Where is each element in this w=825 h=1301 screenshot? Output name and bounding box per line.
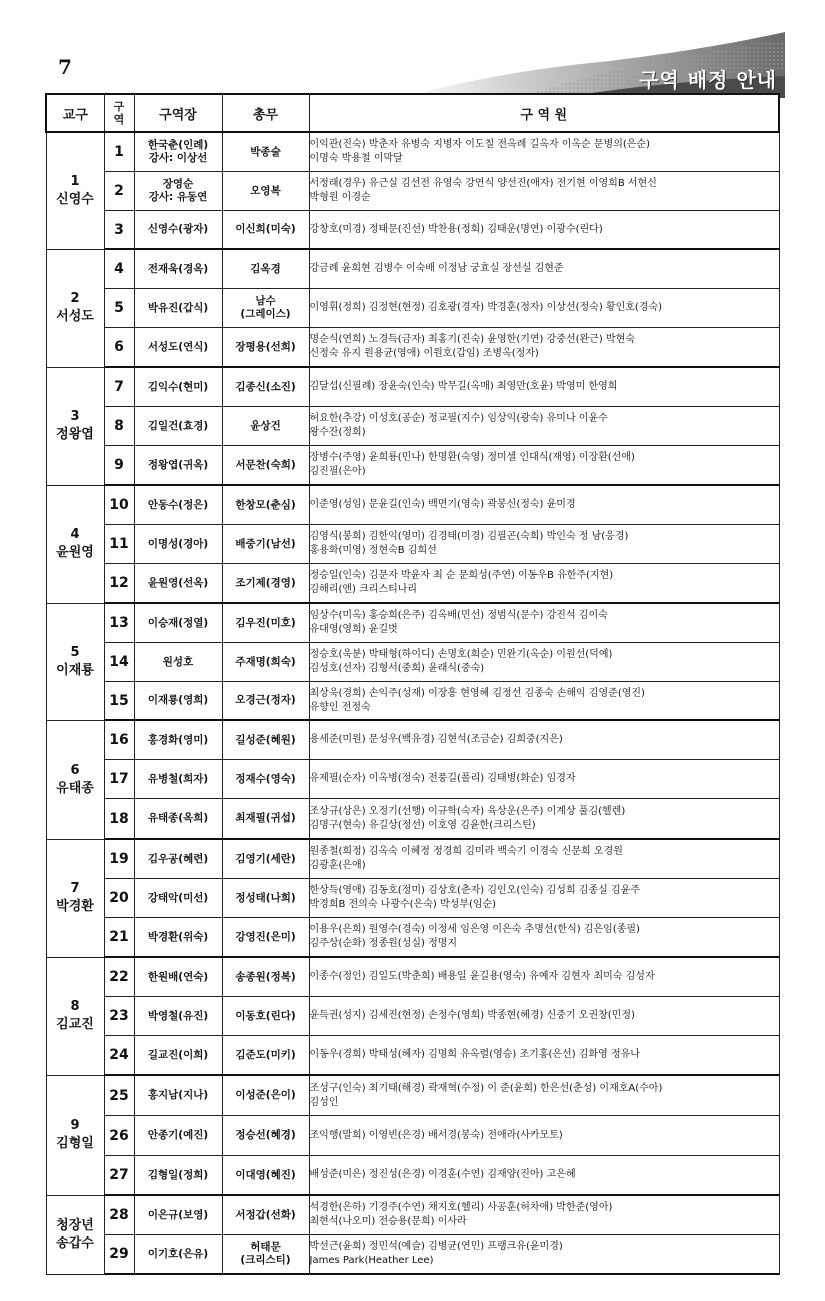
zone-members xyxy=(309,211,779,250)
members-line: 정승호(욱분) 박태형(하이디) 손명호(희순) 민완기(옥순) 이원선(덕예) xyxy=(309,649,613,660)
zone-general-secretary xyxy=(222,328,309,368)
zone-members xyxy=(309,564,779,604)
general-line: 남수 xyxy=(255,295,276,307)
zone-general-secretary xyxy=(222,760,309,799)
leader-line: 안동수(정은) xyxy=(147,498,209,511)
table-row xyxy=(46,249,779,289)
table-row xyxy=(46,1075,779,1116)
zone-number: 13 xyxy=(104,603,134,643)
zone-number: 28 xyxy=(104,1195,134,1235)
zone-leader xyxy=(134,839,222,879)
zone-leader xyxy=(134,367,222,407)
zone-members xyxy=(309,525,779,564)
zone-number: 9 xyxy=(104,446,134,486)
table-body xyxy=(46,132,779,1274)
district-line: 김형일 xyxy=(56,1136,94,1151)
zone-leader xyxy=(134,446,222,486)
members-line: 이명숙 박용철 이막달 xyxy=(309,153,403,164)
table-row xyxy=(46,720,779,760)
zone-members xyxy=(309,328,779,368)
zone-leader xyxy=(134,485,222,525)
zone-members xyxy=(309,720,779,760)
members-line: 허요한(추강) 이성호(공순) 정교필(지수) 임상익(광숙) 유미나 이윤수 xyxy=(309,413,608,424)
members-line: 서정래(경우) 유근실 김선전 유영숙 강연식 양선진(애자) 전기현 이영희B 서현신 xyxy=(309,178,657,189)
leader-line: 김익수(현미) xyxy=(147,380,209,393)
leader-line: 한국춘(인례) xyxy=(147,139,209,151)
zone-number: 22 xyxy=(104,957,134,997)
table-row xyxy=(46,760,779,799)
members-line: 명순식(연희) 노경득(금자) 최홍기(진숙) 윤영한(기연) 강중선(완근) 박현숙 xyxy=(309,334,635,345)
district-line: 유태종 xyxy=(56,780,94,796)
leader-line: 이명성(경아) xyxy=(147,537,209,550)
members-line: 박선근(윤희) 정민석(예슬) 김병균(연민) 프랭크유(윤미경) xyxy=(309,1241,563,1252)
table-row xyxy=(46,997,779,1036)
leader-line: 서성도(연식) xyxy=(147,340,209,353)
zone-number: 23 xyxy=(104,997,134,1036)
zone-leader xyxy=(134,720,222,760)
table-row xyxy=(46,957,779,997)
table-row xyxy=(46,485,779,525)
district-line: 4 xyxy=(70,527,80,542)
zone-general-secretary xyxy=(222,1195,309,1235)
zone-number: 8 xyxy=(104,407,134,446)
zone-leader xyxy=(134,918,222,958)
members-line: 이익관(진숙) 박춘자 유병숙 지병자 이도칠 전옥례 길옥자 이옥순 문병의(은순) xyxy=(309,139,650,150)
district-line: 8 xyxy=(70,999,80,1014)
page-number: 7 xyxy=(58,55,72,79)
zone-members xyxy=(309,485,779,525)
zone-number: 18 xyxy=(104,799,134,840)
zone-leader xyxy=(134,1195,222,1235)
header-general: 총무 xyxy=(222,94,309,132)
leader-line: 안종기(예진) xyxy=(147,1129,209,1141)
zone-general-secretary xyxy=(222,172,309,211)
zone-members xyxy=(309,249,779,289)
members-line: 윤득권(성지) 김세진(현정) 손정수(영희) 박종현(혜경) 신중기 오권창(민정) xyxy=(309,1010,635,1021)
leader-line: 이기호(은유) xyxy=(147,1247,209,1260)
leader-line: 김일건(효경) xyxy=(147,419,209,432)
zone-general-secretary xyxy=(222,211,309,250)
members-line: 김영식(봉희) 김한익(영미) 김경태(미경) 김필곤(숙희) 박인숙 정 남(응경) xyxy=(309,531,629,542)
zone-number: 5 xyxy=(104,289,134,328)
zone-members xyxy=(309,1116,779,1156)
zone-general-secretary xyxy=(222,643,309,682)
district-line: 1 xyxy=(70,173,80,189)
zone-general-secretary xyxy=(222,564,309,604)
table-row xyxy=(46,564,779,604)
leader-line: 김우공(혜련) xyxy=(147,852,209,865)
general-line: 장평용(선희) xyxy=(235,340,296,353)
leader-line: 박유진(갑식) xyxy=(147,301,209,314)
zone-leader xyxy=(134,682,222,721)
members-line: 김광훈(은애) xyxy=(309,860,366,871)
leader-line: 이승재(정열) xyxy=(147,616,209,629)
zone-leader xyxy=(134,879,222,918)
zone-leader xyxy=(134,1156,222,1196)
table-row xyxy=(46,682,779,721)
zone-number: 1 xyxy=(104,132,134,172)
district-cell xyxy=(46,839,104,957)
general-line: 김영기(세란) xyxy=(235,852,296,865)
table-row xyxy=(46,132,779,172)
leader-line: 유병철(희자) xyxy=(147,772,209,785)
members-line: 김성인 xyxy=(309,1096,339,1108)
district-cell xyxy=(46,367,104,485)
leader-line: 이은규(보영) xyxy=(147,1208,209,1221)
table-row xyxy=(46,643,779,682)
zone-number: 14 xyxy=(104,643,134,682)
zone-leader xyxy=(134,564,222,604)
zone-general-secretary xyxy=(222,957,309,997)
table-row xyxy=(46,328,779,368)
members-line: 왕수잔(정희) xyxy=(309,427,366,438)
zone-leader xyxy=(134,1075,222,1116)
members-line: 유대영(영희) 윤길벗 xyxy=(309,624,398,635)
general-line: 김옥경 xyxy=(250,262,281,275)
general-line: 이대영(혜진) xyxy=(235,1168,296,1181)
zone-general-secretary xyxy=(222,720,309,760)
zone-general-secretary xyxy=(222,249,309,289)
district-line: 9 xyxy=(70,1118,80,1133)
district-cell xyxy=(46,720,104,839)
leader-line: 장영순 xyxy=(162,178,194,190)
district-line: 정왕엽 xyxy=(56,427,94,442)
zone-general-secretary xyxy=(222,132,309,172)
members-line: 원종철(희정) 김옥숙 이혜정 정경희 김미라 백숙기 이경숙 신문희 오경원 xyxy=(309,846,623,857)
general-line: 송종원(정복) xyxy=(235,970,296,983)
leader-line: 강사: 이상선 xyxy=(148,152,208,164)
table-row xyxy=(46,1036,779,1076)
zone-number: 7 xyxy=(104,367,134,407)
zone-members xyxy=(309,957,779,997)
members-line: 유제필(순자) 이옥병(정숙) 전풍길(폴리) 김태병(화순) 임경자 xyxy=(309,773,576,784)
general-line: 오경근(정자) xyxy=(235,694,296,706)
zone-number: 21 xyxy=(104,918,134,958)
district-cell xyxy=(46,957,104,1075)
zone-number: 2 xyxy=(104,172,134,211)
zone-number: 4 xyxy=(104,249,134,289)
table-row xyxy=(46,918,779,958)
zone-general-secretary xyxy=(222,446,309,486)
table-row xyxy=(46,839,779,879)
zone-number: 20 xyxy=(104,879,134,918)
leader-line: 박경환(위숙) xyxy=(147,930,209,943)
zone-members xyxy=(309,643,779,682)
header-district: 교구 xyxy=(46,94,104,132)
zone-members xyxy=(309,407,779,446)
table-row xyxy=(46,1235,779,1275)
zone-general-secretary xyxy=(222,1036,309,1076)
members-line: 배성준(미은) 정진성(은경) 이경훈(수연) 김재양(진아) 고은혜 xyxy=(309,1169,576,1180)
zone-members xyxy=(309,367,779,407)
members-line: 김해리(앤) 크리스티나리 xyxy=(309,584,418,595)
zone-general-secretary xyxy=(222,603,309,643)
table-row xyxy=(46,289,779,328)
leader-line: 강태악(미선) xyxy=(147,891,209,904)
general-line: 한창모(춘심) xyxy=(235,498,296,511)
general-line: 허태문 xyxy=(250,1241,281,1253)
members-line: 최현석(나오미) 전승용(문희) 이사라 xyxy=(309,1216,467,1227)
general-line: 서정갑(선화) xyxy=(235,1208,296,1221)
table-row xyxy=(46,1116,779,1156)
zone-general-secretary xyxy=(222,485,309,525)
zone-general-secretary xyxy=(222,918,309,958)
zone-members xyxy=(309,997,779,1036)
district-line: 이재룡 xyxy=(56,662,94,678)
header-members: 구 역 원 xyxy=(309,94,779,132)
zone-leader xyxy=(134,328,222,368)
zone-members xyxy=(309,132,779,172)
zone-assignment-table xyxy=(45,93,780,1275)
general-line: 길성준(혜원) xyxy=(235,733,296,746)
leader-line: 이재룡(영희) xyxy=(147,694,209,706)
zone-general-secretary xyxy=(222,1156,309,1196)
members-line: 김달섭(신필례) 장윤숙(인숙) 박무길(옥매) 최영만(호윤) 박영미 한영희 xyxy=(309,381,618,392)
members-line: 김성호(선자) 김형서(중희) 윤래식(중숙) xyxy=(309,663,485,674)
zone-members xyxy=(309,172,779,211)
zone-number: 25 xyxy=(104,1075,134,1116)
leader-line: 정왕엽(귀옥) xyxy=(147,458,209,471)
leader-line: 한원배(연숙) xyxy=(147,970,209,983)
leader-line: 박영철(유진) xyxy=(147,1009,209,1022)
district-line: 3 xyxy=(70,409,80,424)
general-line: (크리스티) xyxy=(240,1254,291,1266)
members-line: 석경한(은하) 기경주(수연) 채지호(헬리) 사공훈(허차애) 박한준(영아) xyxy=(309,1202,613,1213)
table-row xyxy=(46,211,779,250)
district-cell xyxy=(46,485,104,603)
members-line: 용세준(미원) 문성우(백유경) 김현석(조금순) 김희중(지은) xyxy=(309,734,563,745)
leader-line: 전재욱(경옥) xyxy=(147,262,209,275)
members-line: 김주상(순화) 정종원(성실) 정명지 xyxy=(309,938,458,949)
zone-members xyxy=(309,1036,779,1076)
district-line: 김교진 xyxy=(56,1017,94,1032)
general-line: (그레이스) xyxy=(240,308,291,320)
general-line: 이동호(린다) xyxy=(235,1009,296,1022)
page-title: 구역 배정 안내 xyxy=(639,68,777,92)
zone-number: 6 xyxy=(104,328,134,368)
zone-leader xyxy=(134,1036,222,1076)
general-line: 김준도(미키) xyxy=(235,1048,296,1061)
table-row xyxy=(46,446,779,486)
zone-members xyxy=(309,1075,779,1116)
district-cell xyxy=(46,1195,104,1274)
members-line: 최상욱(경희) 손익주(성재) 이장흥 현영혜 김정선 김종숙 손해익 김영준(영진) xyxy=(309,687,645,699)
general-line: 이신희(미숙) xyxy=(235,223,296,235)
members-line: 김명구(현숙) 유길상(정선) 이호영 김윤한(크리스틴) xyxy=(309,819,536,831)
zone-leader xyxy=(134,760,222,799)
district-line: 5 xyxy=(70,644,80,660)
members-line: 장병수(주영) 윤희룡(민나) 한명환(숙영) 정미셀 인대식(재영) 이장환(선애) xyxy=(309,452,635,463)
zone-number: 3 xyxy=(104,211,134,250)
zone-members xyxy=(309,446,779,486)
header-zone: 구 역 xyxy=(104,94,134,132)
zone-general-secretary xyxy=(222,1235,309,1275)
zone-number: 29 xyxy=(104,1235,134,1275)
zone-leader xyxy=(134,407,222,446)
general-line: 서문찬(숙희) xyxy=(235,458,296,471)
zone-general-secretary xyxy=(222,367,309,407)
district-line: 7 xyxy=(70,881,80,896)
zone-general-secretary xyxy=(222,879,309,918)
general-line: 정승선(혜경) xyxy=(235,1129,296,1141)
general-line: 배중기(남선) xyxy=(235,537,296,550)
zone-leader xyxy=(134,1116,222,1156)
zone-members xyxy=(309,1235,779,1275)
members-line: 강창호(미경) 정태문(진선) 박찬용(정희) 김태운(명연) 이광수(린다) xyxy=(309,223,603,235)
zone-members xyxy=(309,760,779,799)
leader-line: 길교진(이희) xyxy=(147,1048,209,1061)
zone-general-secretary xyxy=(222,1116,309,1156)
district-line: 윤원영 xyxy=(56,545,94,560)
zone-general-secretary xyxy=(222,997,309,1036)
zone-number: 10 xyxy=(104,485,134,525)
table-row xyxy=(46,172,779,211)
table-row xyxy=(46,525,779,564)
district-line: 박경환 xyxy=(56,899,94,914)
district-line: 6 xyxy=(70,762,80,778)
members-line: 이준영(성임) 문윤길(인숙) 백면기(영숙) 곽봉신(정숙) 윤미경 xyxy=(309,499,576,510)
general-line: 이성준(은이) xyxy=(235,1089,296,1101)
table-row xyxy=(46,799,779,840)
leader-line: 윤원영(선옥) xyxy=(147,576,209,589)
zone-leader xyxy=(134,249,222,289)
zone-general-secretary xyxy=(222,1075,309,1116)
members-line: 임상수(미옥) 홍승희(은주) 김옥배(민선) 정범식(문수) 강진석 김이숙 xyxy=(309,610,608,621)
general-line: 김종신(소진) xyxy=(235,380,296,393)
zone-members xyxy=(309,799,779,840)
general-line: 강영진(은미) xyxy=(235,930,296,943)
leader-line: 김형일(정희) xyxy=(147,1168,209,1181)
zone-leader xyxy=(134,132,222,172)
members-line: 조익행(말희) 이영빈(은경) 배서경(봉숙) 전애라(사카모토) xyxy=(309,1129,563,1141)
members-line: 정승일(인숙) 김문자 박윤자 최 순 문희성(주연) 이동우B 유한주(지현) xyxy=(309,570,614,581)
zone-number: 16 xyxy=(104,720,134,760)
members-line: 이동우(경희) 박태성(혜자) 김명희 유옥렬(영승) 조기홍(은선) 김화영 정유나 xyxy=(309,1049,640,1060)
zone-general-secretary xyxy=(222,682,309,721)
leader-line: 강사: 유동연 xyxy=(148,191,208,203)
members-line: 유향인 전정숙 xyxy=(309,701,371,713)
general-line: 주재명(희숙) xyxy=(235,655,296,668)
zone-members xyxy=(309,603,779,643)
zone-leader xyxy=(134,799,222,840)
zone-leader xyxy=(134,289,222,328)
zone-members xyxy=(309,1156,779,1196)
leader-line: 유태종(옥희) xyxy=(147,812,209,824)
district-cell xyxy=(46,132,104,249)
members-line: 이종수(정인) 김일도(박춘희) 배용일 윤길용(영숙) 유예자 김현자 최미숙 김성자 xyxy=(309,971,655,982)
members-line: 이용우(은희) 원영수(경숙) 이정세 임은영 이은숙 추명선(한식) 김은임(종필) xyxy=(309,924,640,935)
general-line: 오영복 xyxy=(250,184,281,197)
general-line: 정성태(나희) xyxy=(235,891,296,904)
zone-leader xyxy=(134,603,222,643)
zone-leader xyxy=(134,997,222,1036)
zone-leader xyxy=(134,643,222,682)
zone-leader xyxy=(134,1235,222,1275)
zone-general-secretary xyxy=(222,407,309,446)
zone-number: 12 xyxy=(104,564,134,604)
table-row xyxy=(46,879,779,918)
zone-general-secretary xyxy=(222,525,309,564)
zone-number: 27 xyxy=(104,1156,134,1196)
leader-line: 홍경화(영미) xyxy=(147,733,209,746)
general-line: 김우진(미호) xyxy=(235,616,296,629)
table-header-row xyxy=(46,94,779,132)
leader-line: 홍지남(지나) xyxy=(147,1089,209,1101)
zone-members xyxy=(309,682,779,721)
members-line: 신정숙 유지 원용균(영애) 이원호(갑임) 조병옥(정자) xyxy=(309,348,539,359)
members-line: 김진필(은아) xyxy=(309,466,366,477)
district-line: 청장년 xyxy=(56,1217,94,1233)
members-line: 조성구(인숙) 최기태(해경) 곽재혁(수정) 이 준(윤희) 한은선(춘성) 이재호A(수아) xyxy=(309,1082,663,1094)
district-line: 2 xyxy=(70,291,80,306)
leader-line: 원성호 xyxy=(162,655,194,668)
general-line: 윤상건 xyxy=(250,419,281,432)
general-line: 정재수(영숙) xyxy=(235,772,296,785)
header-leader: 구역장 xyxy=(134,94,222,132)
zone-number: 11 xyxy=(104,525,134,564)
zone-general-secretary xyxy=(222,289,309,328)
members-line: 조상규(상은) 오정기(선행) 이규학(숙자) 육상운(은주) 이계상 풀김(헬렌) xyxy=(309,805,626,817)
district-cell xyxy=(46,249,104,367)
members-line: James Park(Heather Lee) xyxy=(309,1255,434,1266)
zone-general-secretary xyxy=(222,799,309,840)
district-cell xyxy=(46,1075,104,1195)
general-line: 박종술 xyxy=(250,145,281,158)
zone-members xyxy=(309,839,779,879)
zone-members xyxy=(309,918,779,958)
zone-leader xyxy=(134,525,222,564)
zone-number: 19 xyxy=(104,839,134,879)
zone-number: 24 xyxy=(104,1036,134,1076)
district-line: 송갑수 xyxy=(56,1235,94,1251)
zone-members xyxy=(309,289,779,328)
table-row xyxy=(46,1156,779,1196)
zone-leader xyxy=(134,957,222,997)
general-line: 최재필(귀섭) xyxy=(235,812,296,824)
zone-general-secretary xyxy=(222,839,309,879)
zone-leader xyxy=(134,172,222,211)
zone-members xyxy=(309,1195,779,1235)
table-row xyxy=(46,1195,779,1235)
table-row xyxy=(46,367,779,407)
district-line: 서성도 xyxy=(56,309,94,324)
district-cell xyxy=(46,603,104,720)
general-line: 조기제(경영) xyxy=(235,576,296,589)
members-line: 강금례 윤희현 김병수 이숙배 이정남 궁효실 장선실 김현준 xyxy=(309,263,564,274)
zone-members xyxy=(309,879,779,918)
zone-leader xyxy=(134,211,222,250)
members-line: 박경희B 전의숙 나광수(은숙) 박성부(임순) xyxy=(309,899,497,910)
zone-number: 26 xyxy=(104,1116,134,1156)
members-line: 이영휘(정희) 김정현(현정) 김호광(경자) 박경훈(정자) 이상선(정숙) 황인호(경숙) xyxy=(309,302,663,313)
leader-line: 신영수(광자) xyxy=(147,223,209,235)
zone-number: 17 xyxy=(104,760,134,799)
table-row xyxy=(46,407,779,446)
members-line: 홍용화(미영) 정현숙B 김희선 xyxy=(309,545,437,556)
district-line: 신영수 xyxy=(56,191,94,207)
members-line: 한상득(영애) 김동호(정미) 김상호(춘자) 김인오(인숙) 김성희 김종실 김윤주 xyxy=(309,885,640,896)
zone-number: 15 xyxy=(104,682,134,721)
members-line: 박형원 이경순 xyxy=(309,192,371,203)
table-row xyxy=(46,603,779,643)
